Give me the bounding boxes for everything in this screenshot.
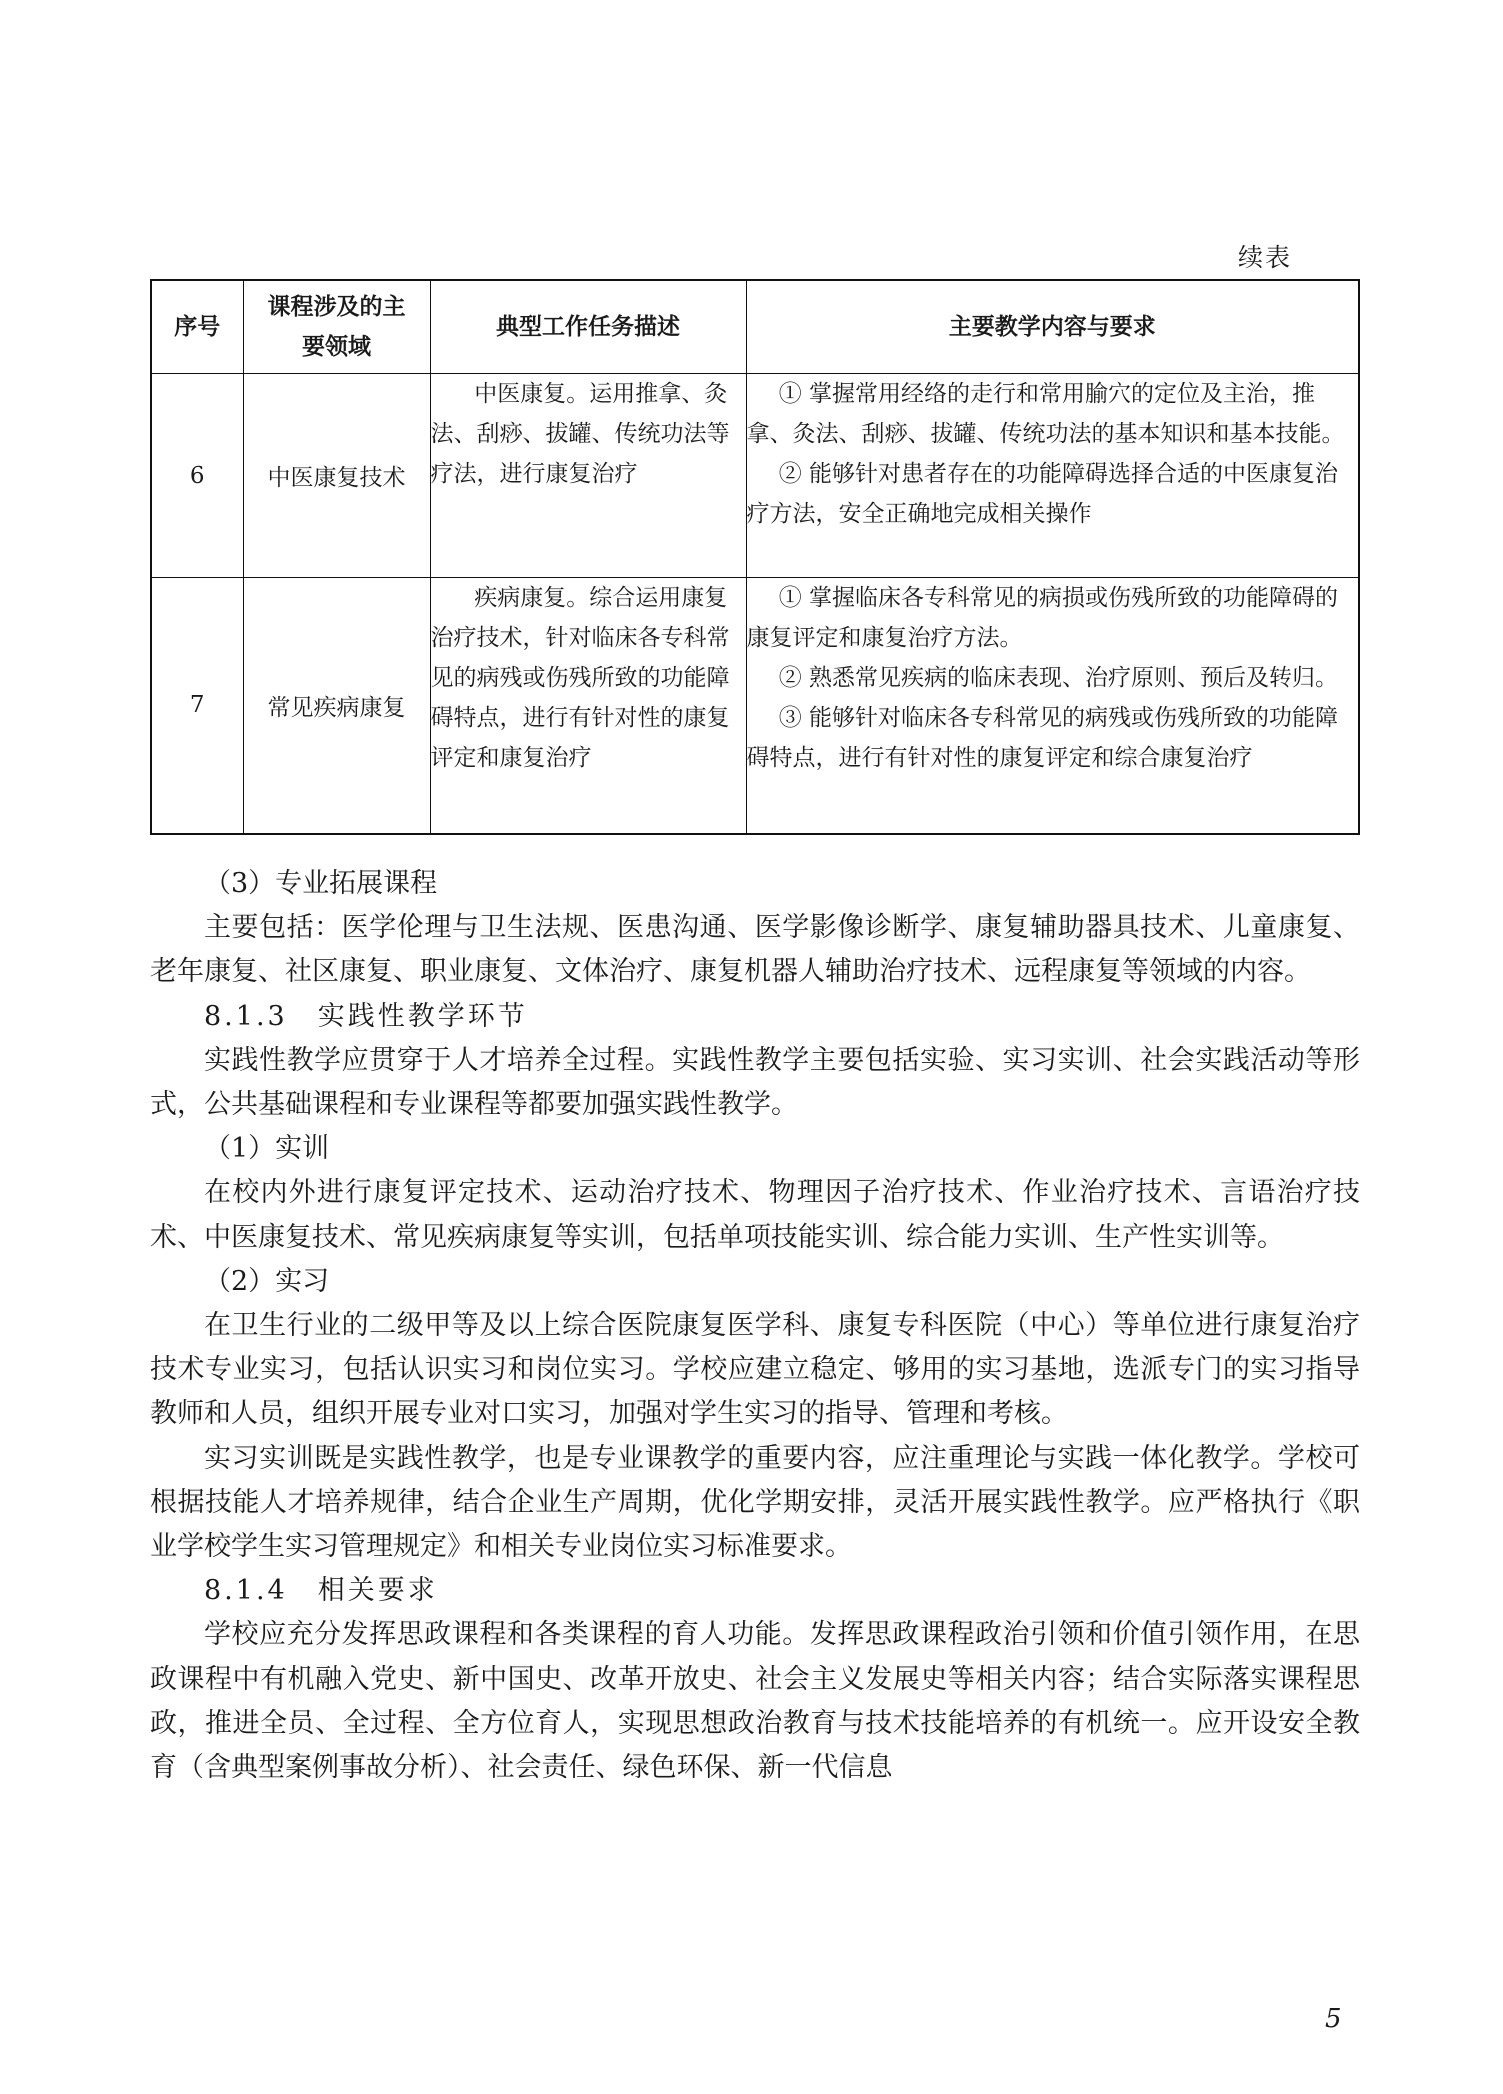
training-text: 在校内外进行康复评定技术、运动治疗技术、物理因子治疗技术、作业治疗技术、言语治疗技术、中医康复技术、常见疾病康复等实训，包括单项技能实训、综合能力实训、生产性实训等。 [150, 1177, 1360, 1253]
requirement-item: ② 能够针对患者存在的功能障碍选择合适的中医康复治疗方法，安全正确地完成相关操作 [746, 461, 1338, 527]
header-content: 主要教学内容与要求 [746, 280, 1359, 374]
table-row [151, 578, 1359, 834]
header-area: 课程涉及的主要领域 [243, 280, 430, 374]
internship-text-2: 实习实训既是实践性教学，也是专业课教学的重要内容，应注重理论与实践一体化教学。学校可根据技能人才培养规律，结合企业生产周期，优化学期安排，灵活开展实践性教学。应严格执行《职业学校学生实习管理规定》和相关专业岗位实习标准要求。 [150, 1442, 1360, 1563]
training-heading: （1）实训 [204, 1133, 330, 1165]
requirement-item: ③ 能够针对临床各专科常见的病残或伤残所致的功能障碍特点，进行有针对性的康复评定和综合康复治疗 [746, 705, 1338, 771]
row-area: 中医康复技术 [243, 374, 430, 578]
table-row [151, 374, 1359, 578]
section-8-1-3-text: 实践性教学应贯穿于人才培养全过程。实践性教学主要包括实验、实习实训、社会实践活动等形式，公共基础课程和专业课程等都要加强实践性教学。 [150, 1044, 1360, 1121]
internship-heading: （2）实习 [204, 1265, 330, 1297]
ext-courses-heading: （3）专业拓展课程 [204, 868, 438, 899]
course-table [150, 279, 1360, 835]
requirement-item: ① 掌握临床各专科常见的病损或伤残所致的功能障碍的康复评定和康复治疗方法。 [746, 585, 1338, 651]
section-8-1-4-text: 学校应充分发挥思政课程和各类课程的育人功能。发挥思政课程政治引领和价值引领作用，在思政课程中有机融入党史、新中国史、改革开放史、社会主义发展史等相关内容；结合实际落实课程思政，推进全员、全过程、全方位育人，实现思想政治教育与技术技能培养的有机统一。应开设安全教育（含典型案例事故分析）、社会责任、绿色环保、新一代信息 [150, 1619, 1360, 1784]
requirement-item: ② 熟悉常见疾病的临床表现、治疗原则、预后及转归。 [778, 665, 1338, 691]
page-number: 5 [1325, 2004, 1342, 2034]
row-content [746, 578, 1359, 834]
requirement-item: ① 掌握常用经络的走行和常用腧穴的定位及主治，推拿、灸法、刮痧、拔罐、传统功法的基本知识和基本技能。 [746, 381, 1345, 447]
table-header-row [151, 280, 1359, 374]
body-text [150, 862, 1360, 1790]
row-area: 常见疾病康复 [243, 578, 430, 834]
internship-text: 在卫生行业的二级甲等及以上综合医院康复医学科、康复专科医院（中心）等单位进行康复治疗技术专业实习，包括认识实习和岗位实习。学校应建立稳定、够用的实习基地，选派专门的实习指导教师和人员，组织开展专业对口实习，加强对学生实习的指导、管理和考核。 [150, 1310, 1360, 1430]
section-8-1-3-heading: 8.1.3 实践性教学环节 [204, 1000, 528, 1032]
row-no: 7 [151, 578, 243, 834]
header-no: 序号 [151, 280, 243, 374]
row-task: 中医康复。运用推拿、灸法、刮痧、拔罐、传统功法等疗法，进行康复治疗 [430, 374, 746, 578]
row-no: 6 [151, 374, 243, 578]
section-8-1-4-heading: 8.1.4 相关要求 [204, 1575, 438, 1607]
header-task: 典型工作任务描述 [430, 280, 746, 374]
row-content [746, 374, 1359, 578]
continued-table-label: 续表 [1238, 243, 1293, 272]
row-task: 疾病康复。综合运用康复治疗技术，针对临床各专科常见的病残或伤残所致的功能障碍特点，进行有针对性的康复评定和康复治疗 [430, 578, 746, 834]
ext-courses-text: 主要包括：医学伦理与卫生法规、医患沟通、医学影像诊断学、康复辅助器具技术、儿童康复、老年康复、社区康复、职业康复、文体治疗、康复机器人辅助治疗技术、远程康复等领域的内容。 [150, 912, 1360, 988]
